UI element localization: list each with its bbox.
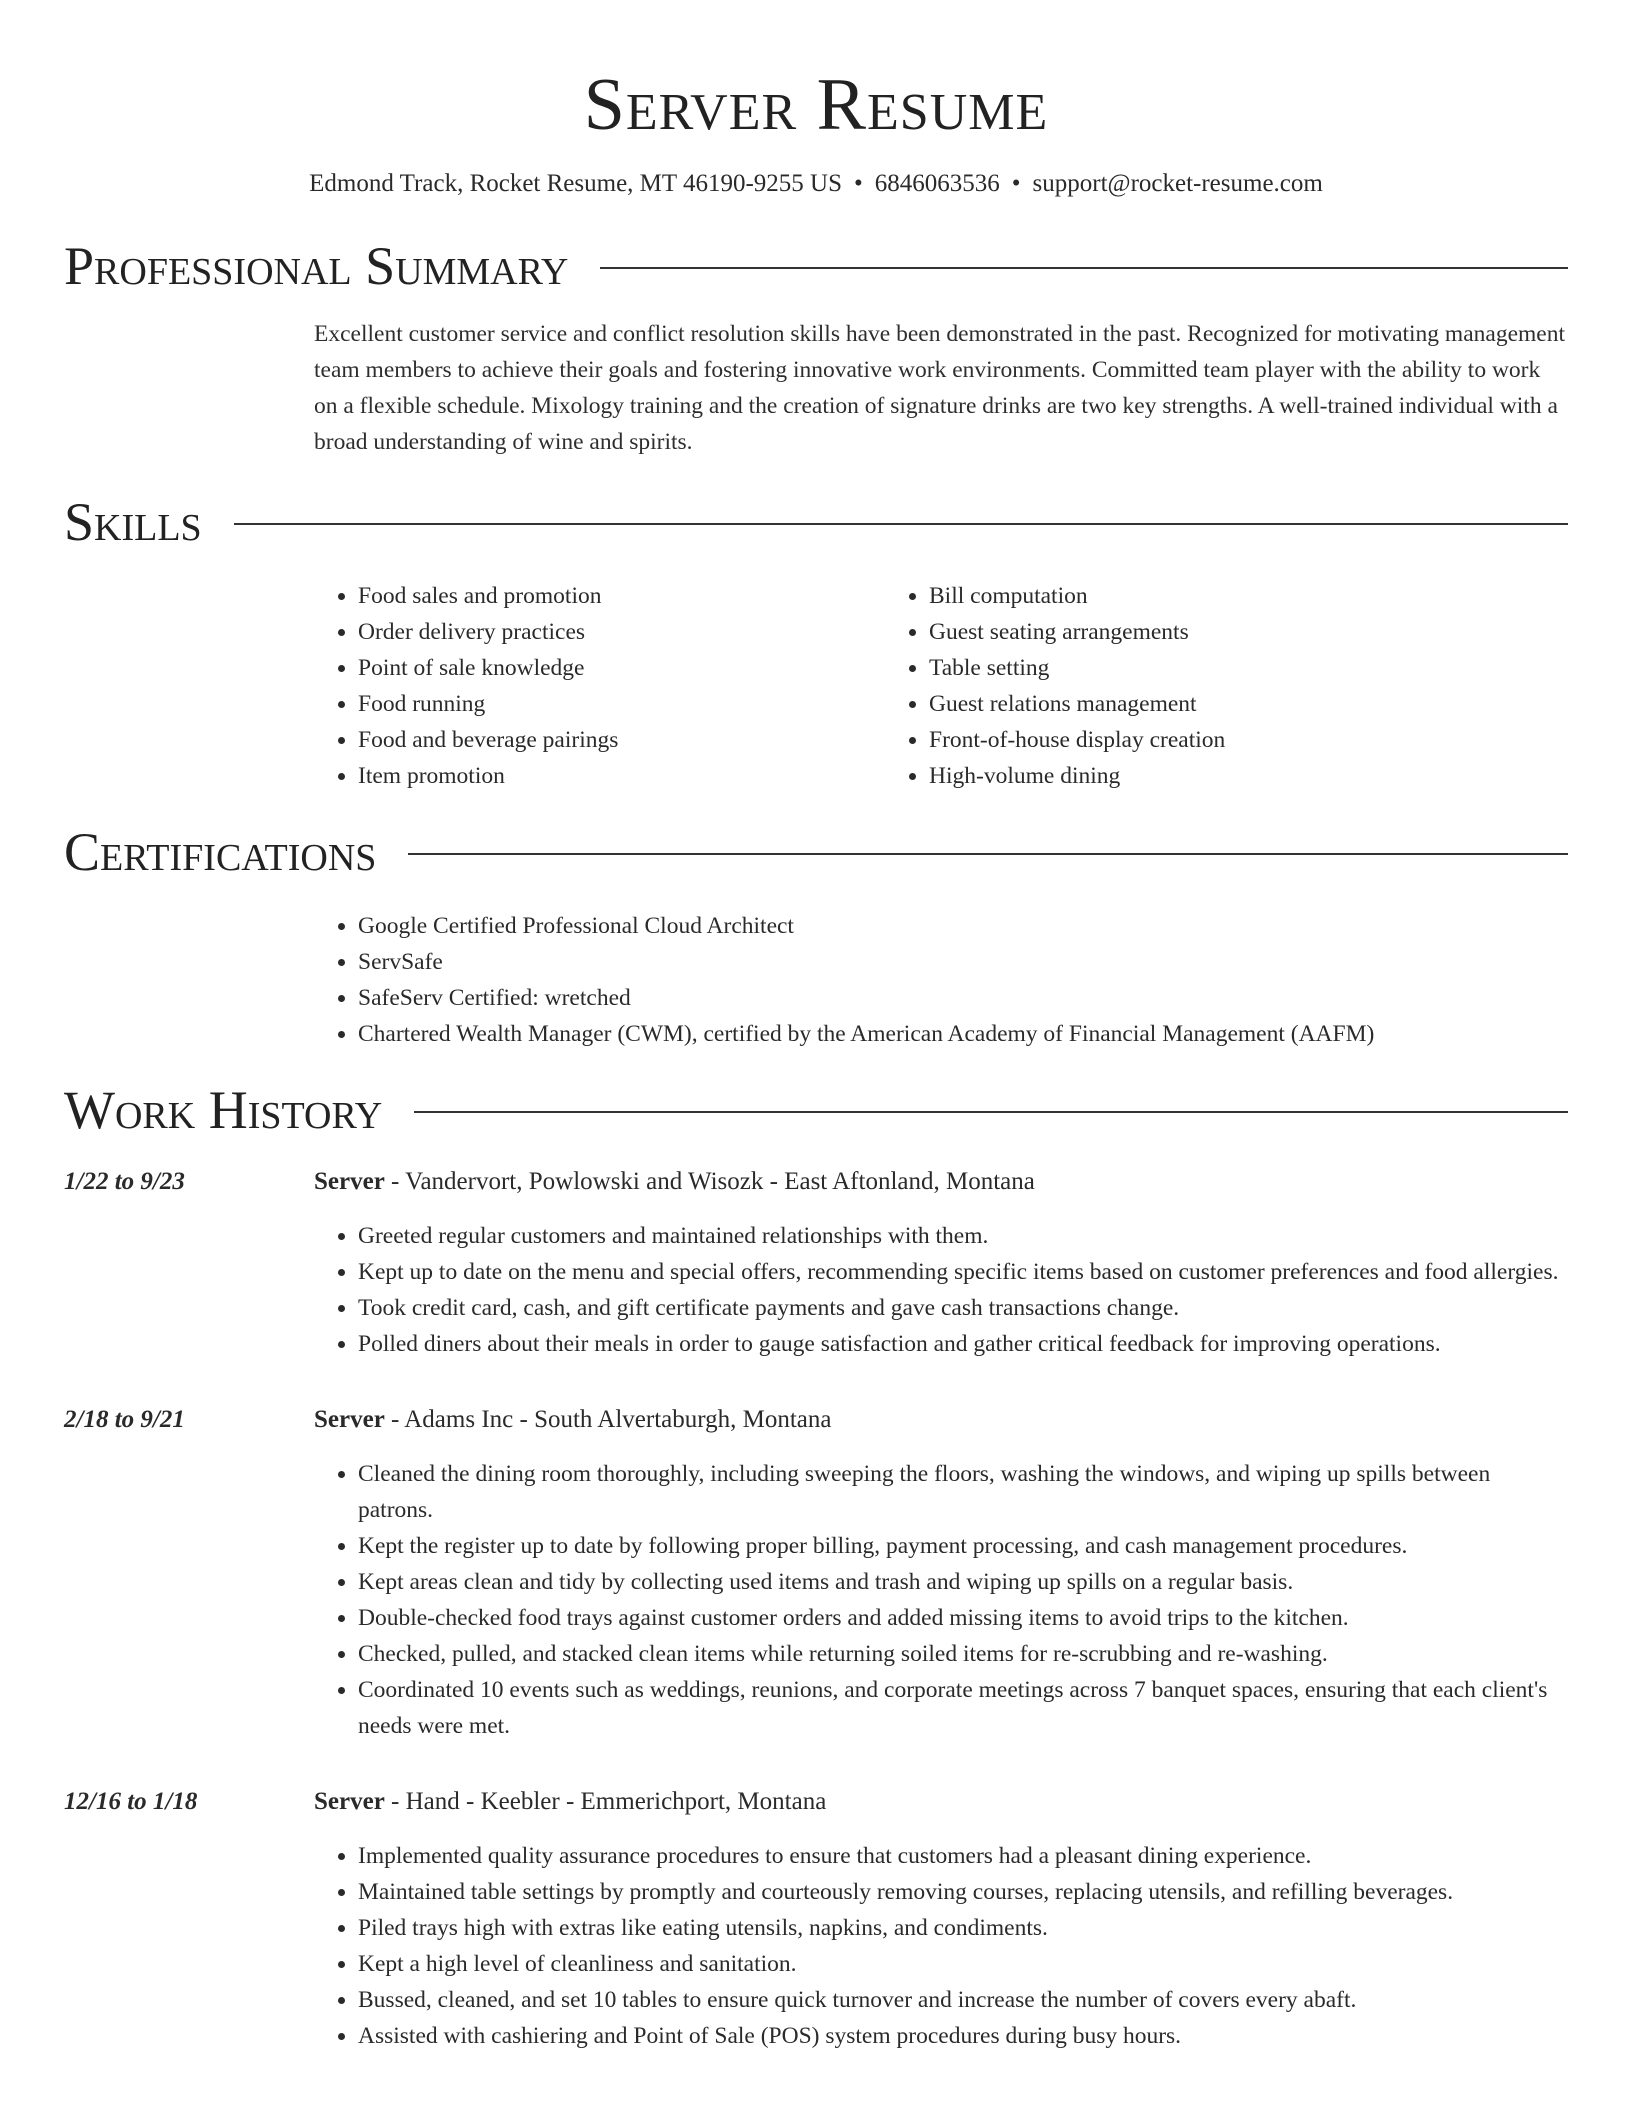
job-bullet: • Bussed, cleaned, and set 10 tables to ensure quick turnover and increase the number of covers every abaft. [358, 1982, 1568, 2018]
skill-item: • Food sales and promotion [358, 578, 885, 614]
section-title-summary: Professional Summary [64, 236, 569, 296]
job-title: Server [314, 1788, 385, 1815]
skills-list-left [314, 578, 885, 794]
job-bullet: • Kept the register up to date by following proper billing, payment processing, and cash management procedures. [358, 1528, 1568, 1564]
section-header [64, 1078, 1568, 1142]
skill-item: • Food and beverage pairings [358, 722, 885, 758]
job-header [64, 1402, 1568, 1438]
skill-item: • High-volume dining [929, 758, 1568, 794]
summary-text: Excellent customer service and conflict resolution skills have been demonstrated in the past. Recognized for motivating management team members to achieve their goals and fostering innovative work environments. Committed team player with the ability to work on a flexible schedule. Mixology training and the creation of signature drinks are two key strengths. A well-trained individual with a broad understanding of wine and spirits. [314, 321, 1565, 455]
job-bullet: • Implemented quality assurance procedures to ensure that customers had a pleasant dining experience. [358, 1838, 1568, 1874]
job-title: Server [314, 1168, 385, 1195]
job-dates: 1/22 to 9/23 [64, 1168, 185, 1195]
job-employer-location: - Vandervort, Powlowski and Wisozk - East Aftonland, Montana [384, 1168, 1035, 1195]
job-employer-location: - Hand - Keebler - Emmerichport, Montana [384, 1788, 827, 1815]
job-dates: 12/16 to 1/18 [64, 1788, 198, 1815]
job-bullet: • Cleaned the dining room thoroughly, including sweeping the floors, washing the windows, and wiping up spills between patrons. [358, 1456, 1568, 1528]
section-title-certifications: Certifications [64, 822, 377, 882]
section-divider [234, 523, 1568, 525]
section-divider [414, 1111, 1568, 1113]
certification-item: • Google Certified Professional Cloud Architect [358, 908, 1568, 944]
skill-item: • Guest seating arrangements [929, 614, 1568, 650]
job-bullet: • Maintained table settings by promptly and courteously removing courses, replacing utensils, and refilling beverages. [358, 1874, 1568, 1910]
skill-item: • Order delivery practices [358, 614, 885, 650]
job-bullet: • Coordinated 10 events such as weddings, reunions, and corporate meetings across 7 banquet spaces, ensuring that each client's needs were met. [358, 1672, 1568, 1744]
job-bullets [314, 1838, 1568, 2054]
job-bullet: • Double-checked food trays against customer orders and added missing items to avoid trips to the kitchen. [358, 1600, 1568, 1636]
skill-item: • Bill computation [929, 578, 1568, 614]
skill-item: • Food running [358, 686, 885, 722]
contact-line [64, 168, 1568, 200]
contact-separator: • [854, 170, 863, 197]
certification-item: • ServSafe [358, 944, 1568, 980]
skill-item: • Guest relations management [929, 686, 1568, 722]
skill-item: • Table setting [929, 650, 1568, 686]
certification-item: • SafeServ Certified: wretched [358, 980, 1568, 1016]
job-bullets [314, 1218, 1568, 1362]
skill-item: • Item promotion [358, 758, 885, 794]
contact-email: support@rocket-resume.com [1032, 170, 1323, 197]
job-title: Server [314, 1406, 385, 1433]
skills-list-right [885, 578, 1568, 794]
certifications-list [314, 908, 1568, 1052]
section-title-skills: Skills [64, 492, 202, 552]
contact-address: Edmond Track, Rocket Resume, MT 46190-9255 US [309, 170, 843, 197]
job-bullets [314, 1456, 1568, 1744]
certification-item: • Chartered Wealth Manager (CWM), certified by the American Academy of Financial Management (AAFM) [358, 1016, 1568, 1052]
job-entry [64, 1164, 1568, 1362]
skill-item: • Point of sale knowledge [358, 650, 885, 686]
job-header [64, 1784, 1568, 1820]
resume-name: Server Resume [583, 64, 1049, 146]
job-bullet: • Kept areas clean and tidy by collecting used items and trash and wiping up spills on a regular basis. [358, 1564, 1568, 1600]
job-dates: 2/18 to 9/21 [64, 1406, 185, 1433]
section-header [64, 820, 1568, 884]
section-title-work-history: Work History [64, 1080, 383, 1140]
section-divider [408, 853, 1568, 855]
job-bullet: • Kept up to date on the menu and special offers, recommending specific items based on customer preferences and food allergies. [358, 1254, 1568, 1290]
job-employer-location: - Adams Inc - South Alvertaburgh, Montana [384, 1406, 832, 1433]
contact-phone: 6846063536 [874, 170, 1000, 197]
job-entry [64, 1402, 1568, 1744]
job-bullet: • Kept a high level of cleanliness and sanitation. [358, 1946, 1568, 1982]
job-header [64, 1164, 1568, 1200]
certifications-section [64, 820, 1568, 1052]
job-bullet: • Took credit card, cash, and gift certificate payments and gave cash transactions change. [358, 1290, 1568, 1326]
job-bullet: • Polled diners about their meals in order to gauge satisfaction and gather critical feedback for improving operations. [358, 1326, 1568, 1362]
job-bullet: • Piled trays high with extras like eating utensils, napkins, and condiments. [358, 1910, 1568, 1946]
job-bullet: • Checked, pulled, and stacked clean items while returning soiled items for re-scrubbing and re-washing. [358, 1636, 1568, 1672]
skill-item: • Front-of-house display creation [929, 722, 1568, 758]
work-history-section [64, 1078, 1568, 2054]
professional-summary-section [64, 234, 1568, 460]
section-header [64, 234, 1568, 298]
job-entry [64, 1784, 1568, 2054]
section-header [64, 490, 1568, 554]
skills-grid [314, 578, 1568, 794]
job-bullet: • Assisted with cashiering and Point of Sale (POS) system procedures during busy hours. [358, 2018, 1568, 2054]
section-divider [600, 267, 1568, 269]
contact-separator: • [1011, 170, 1021, 197]
job-bullet: • Greeted regular customers and maintained relationships with them. [358, 1218, 1568, 1254]
skills-section [64, 490, 1568, 794]
